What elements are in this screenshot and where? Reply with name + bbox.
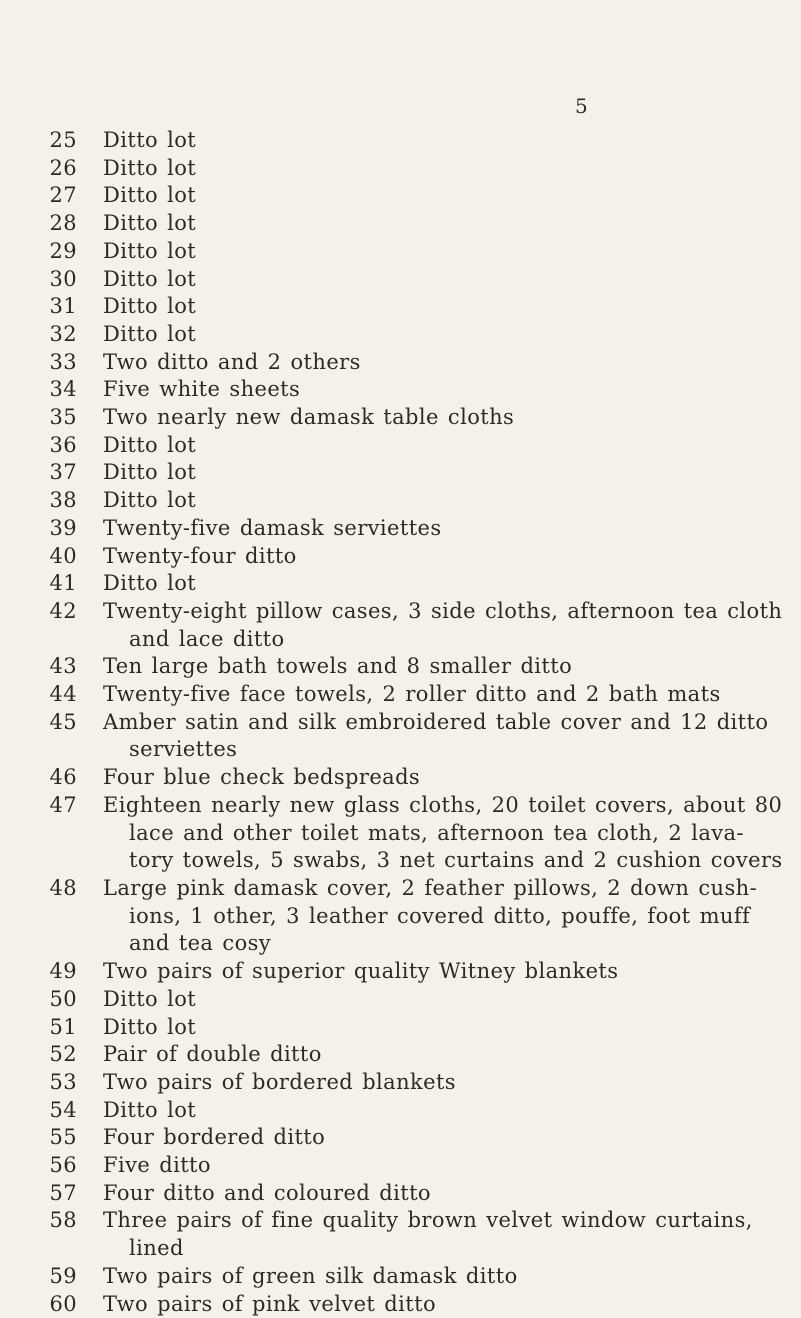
lot-description bbox=[103, 570, 781, 598]
lot-number: 41 bbox=[49, 571, 77, 596]
lot-number: 50 bbox=[49, 986, 77, 1011]
lot-item bbox=[0, 1152, 801, 1180]
lot-item bbox=[0, 266, 801, 294]
lot-number: 31 bbox=[49, 294, 77, 319]
lot-description-line: Pair of double ditto bbox=[103, 1042, 322, 1067]
lot-number: 32 bbox=[49, 321, 77, 346]
lot-description-line: Ditto lot bbox=[103, 321, 197, 346]
lot-description-line: Ditto lot bbox=[103, 571, 197, 596]
lot-item bbox=[0, 792, 801, 875]
lot-number: 44 bbox=[49, 682, 77, 707]
lot-number: 55 bbox=[49, 1125, 77, 1150]
lot-description-line: Two ditto and 2 others bbox=[103, 349, 361, 374]
lot-item bbox=[0, 321, 801, 349]
lot-number: 30 bbox=[49, 266, 77, 291]
lot-item bbox=[0, 1014, 801, 1042]
lot-item bbox=[0, 1263, 801, 1291]
lot-description-continuation: lined bbox=[129, 1236, 184, 1261]
lot-item bbox=[0, 958, 801, 986]
lot-item bbox=[0, 1291, 801, 1318]
lot-description bbox=[103, 210, 781, 238]
lot-description-line: Twenty-five damask serviettes bbox=[103, 515, 442, 540]
lot-item bbox=[0, 238, 801, 266]
lot-item bbox=[0, 1041, 801, 1069]
lot-description bbox=[103, 764, 781, 792]
lot-number: 60 bbox=[49, 1291, 77, 1316]
lot-description bbox=[103, 404, 781, 432]
lot-number: 54 bbox=[49, 1097, 77, 1122]
lot-description bbox=[103, 1152, 781, 1180]
lot-number: 27 bbox=[49, 183, 77, 208]
lot-number: 39 bbox=[49, 515, 77, 540]
lot-item bbox=[0, 986, 801, 1014]
lot-description bbox=[103, 182, 781, 210]
lot-description-line: Five white sheets bbox=[103, 377, 301, 402]
lot-number: 51 bbox=[49, 1014, 77, 1039]
lot-description-line: Two pairs of green silk damask ditto bbox=[103, 1263, 518, 1288]
lot-item bbox=[0, 127, 801, 155]
lot-description bbox=[103, 681, 781, 709]
lot-number: 37 bbox=[49, 460, 77, 485]
lot-item bbox=[0, 349, 801, 377]
lot-description bbox=[103, 349, 781, 377]
lot-description-line: Five ditto bbox=[103, 1153, 211, 1178]
lot-item bbox=[0, 598, 801, 653]
lot-description bbox=[103, 266, 781, 294]
lot-description-line: Twenty-eight pillow cases, 3 side cloths, afternoon tea cloth bbox=[103, 598, 783, 623]
lot-number: 33 bbox=[49, 349, 77, 374]
lot-description bbox=[103, 321, 781, 349]
lot-description bbox=[103, 238, 781, 266]
lot-description-continuation: and tea cosy bbox=[129, 931, 272, 956]
lot-description bbox=[103, 1263, 781, 1291]
lot-description-line: Ditto lot bbox=[103, 238, 197, 263]
lot-item bbox=[0, 1124, 801, 1152]
lot-description bbox=[103, 293, 781, 321]
lot-number: 49 bbox=[49, 959, 77, 984]
lot-number: 52 bbox=[49, 1042, 77, 1067]
lot-description bbox=[103, 1124, 781, 1152]
lot-description bbox=[103, 1097, 781, 1125]
lot-description-line: Two pairs of pink velvet ditto bbox=[103, 1291, 436, 1316]
lot-item bbox=[0, 764, 801, 792]
lot-item bbox=[0, 1207, 801, 1262]
lot-description-line: Four blue check bedspreads bbox=[103, 765, 421, 790]
lot-number: 40 bbox=[49, 543, 77, 568]
lot-description-continuation: serviettes bbox=[129, 737, 238, 762]
lot-description-line: Two pairs of bordered blankets bbox=[103, 1069, 456, 1094]
lot-item bbox=[0, 1180, 801, 1208]
lot-description bbox=[103, 875, 781, 958]
lot-description bbox=[103, 709, 781, 764]
lot-number: 38 bbox=[49, 488, 77, 513]
lot-number: 42 bbox=[49, 598, 77, 623]
page-number: 5 bbox=[575, 94, 588, 118]
lot-number: 57 bbox=[49, 1180, 77, 1205]
lot-description bbox=[103, 515, 781, 543]
lot-description bbox=[103, 598, 781, 653]
lot-description-continuation: lace and other toilet mats, afternoon tea cloth, 2 lava- bbox=[129, 820, 744, 845]
lot-item bbox=[0, 487, 801, 515]
lot-number: 43 bbox=[49, 654, 77, 679]
lot-description-line: Large pink damask cover, 2 feather pillows, 2 down cush- bbox=[103, 875, 758, 900]
lot-number: 36 bbox=[49, 432, 77, 457]
lot-description-line: Ditto lot bbox=[103, 460, 197, 485]
lot-number: 56 bbox=[49, 1153, 77, 1178]
lot-description-line: Twenty-five face towels, 2 roller ditto and 2 bath mats bbox=[103, 682, 721, 707]
lot-description-continuation: tory towels, 5 swabs, 3 net curtains and 2 cushion covers bbox=[129, 848, 783, 873]
lot-description-line: Eighteen nearly new glass cloths, 20 toilet covers, about 80 bbox=[103, 792, 783, 817]
lot-item bbox=[0, 182, 801, 210]
lot-item bbox=[0, 515, 801, 543]
lot-description-continuation: and lace ditto bbox=[129, 626, 285, 651]
lot-description-line: Two nearly new damask table cloths bbox=[103, 405, 515, 430]
lot-item bbox=[0, 875, 801, 958]
lot-list bbox=[0, 127, 801, 1318]
lot-description-line: Ditto lot bbox=[103, 183, 197, 208]
lot-description bbox=[103, 1180, 781, 1208]
lot-description bbox=[103, 1014, 781, 1042]
lot-description-line: Three pairs of fine quality brown velvet window curtains, bbox=[103, 1208, 753, 1233]
lot-number: 25 bbox=[49, 128, 77, 152]
lot-description-line: Ditto lot bbox=[103, 488, 197, 513]
lot-number: 48 bbox=[49, 875, 77, 900]
lot-description-line: Amber satin and silk embroidered table cover and 12 ditto bbox=[103, 709, 769, 734]
lot-description-line: Ditto lot bbox=[103, 266, 197, 291]
lot-description-line: Twenty-four ditto bbox=[103, 543, 297, 568]
lot-item bbox=[0, 459, 801, 487]
lot-item bbox=[0, 543, 801, 571]
lot-number: 35 bbox=[49, 405, 77, 430]
lot-number: 58 bbox=[49, 1208, 77, 1233]
lot-description-line: Four bordered ditto bbox=[103, 1125, 326, 1150]
lot-number: 47 bbox=[49, 792, 77, 817]
lot-item bbox=[0, 570, 801, 598]
lot-description-line: Ditto lot bbox=[103, 1014, 197, 1039]
lot-item bbox=[0, 681, 801, 709]
lot-description-continuation: ions, 1 other, 3 leather covered ditto, pouffe, foot muff bbox=[129, 903, 751, 928]
lot-number: 34 bbox=[49, 377, 77, 402]
lot-description bbox=[103, 376, 781, 404]
lot-description bbox=[103, 792, 781, 875]
lot-description bbox=[103, 986, 781, 1014]
lot-description-line: Ditto lot bbox=[103, 294, 197, 319]
lot-description bbox=[103, 155, 781, 183]
lot-number: 46 bbox=[49, 765, 77, 790]
lot-description-line: Four ditto and coloured ditto bbox=[103, 1180, 431, 1205]
lot-item bbox=[0, 709, 801, 764]
lot-number: 53 bbox=[49, 1069, 77, 1094]
lot-item bbox=[0, 1069, 801, 1097]
lot-description-line: Ditto lot bbox=[103, 211, 197, 236]
lot-description-line: Ditto lot bbox=[103, 128, 197, 152]
lot-item bbox=[0, 1097, 801, 1125]
lot-item bbox=[0, 432, 801, 460]
lot-description bbox=[103, 432, 781, 460]
lot-item bbox=[0, 376, 801, 404]
lot-description-line: Ditto lot bbox=[103, 986, 197, 1011]
lot-item bbox=[0, 210, 801, 238]
lot-description-line: Ditto lot bbox=[103, 432, 197, 457]
lot-description-line: Ditto lot bbox=[103, 1097, 197, 1122]
lot-description bbox=[103, 459, 781, 487]
lot-description-line: Ditto lot bbox=[103, 155, 197, 180]
lot-description-line: Two pairs of superior quality Witney blankets bbox=[103, 959, 619, 984]
lot-description bbox=[103, 1041, 781, 1069]
lot-description bbox=[103, 958, 781, 986]
lot-item bbox=[0, 293, 801, 321]
lot-description bbox=[103, 1291, 781, 1318]
lot-description bbox=[103, 1207, 781, 1262]
lot-number: 28 bbox=[49, 211, 77, 236]
lot-description bbox=[103, 487, 781, 515]
lot-item bbox=[0, 404, 801, 432]
lot-number: 29 bbox=[49, 238, 77, 263]
lot-description bbox=[103, 1069, 781, 1097]
lot-description-line: Ten large bath towels and 8 smaller ditto bbox=[103, 654, 573, 679]
lot-item bbox=[0, 653, 801, 681]
lot-number: 45 bbox=[49, 709, 77, 734]
lot-item bbox=[0, 155, 801, 183]
lot-number: 59 bbox=[49, 1263, 77, 1288]
lot-description bbox=[103, 653, 781, 681]
lot-description bbox=[103, 127, 781, 155]
lot-number: 26 bbox=[49, 155, 77, 180]
lot-description bbox=[103, 543, 781, 571]
